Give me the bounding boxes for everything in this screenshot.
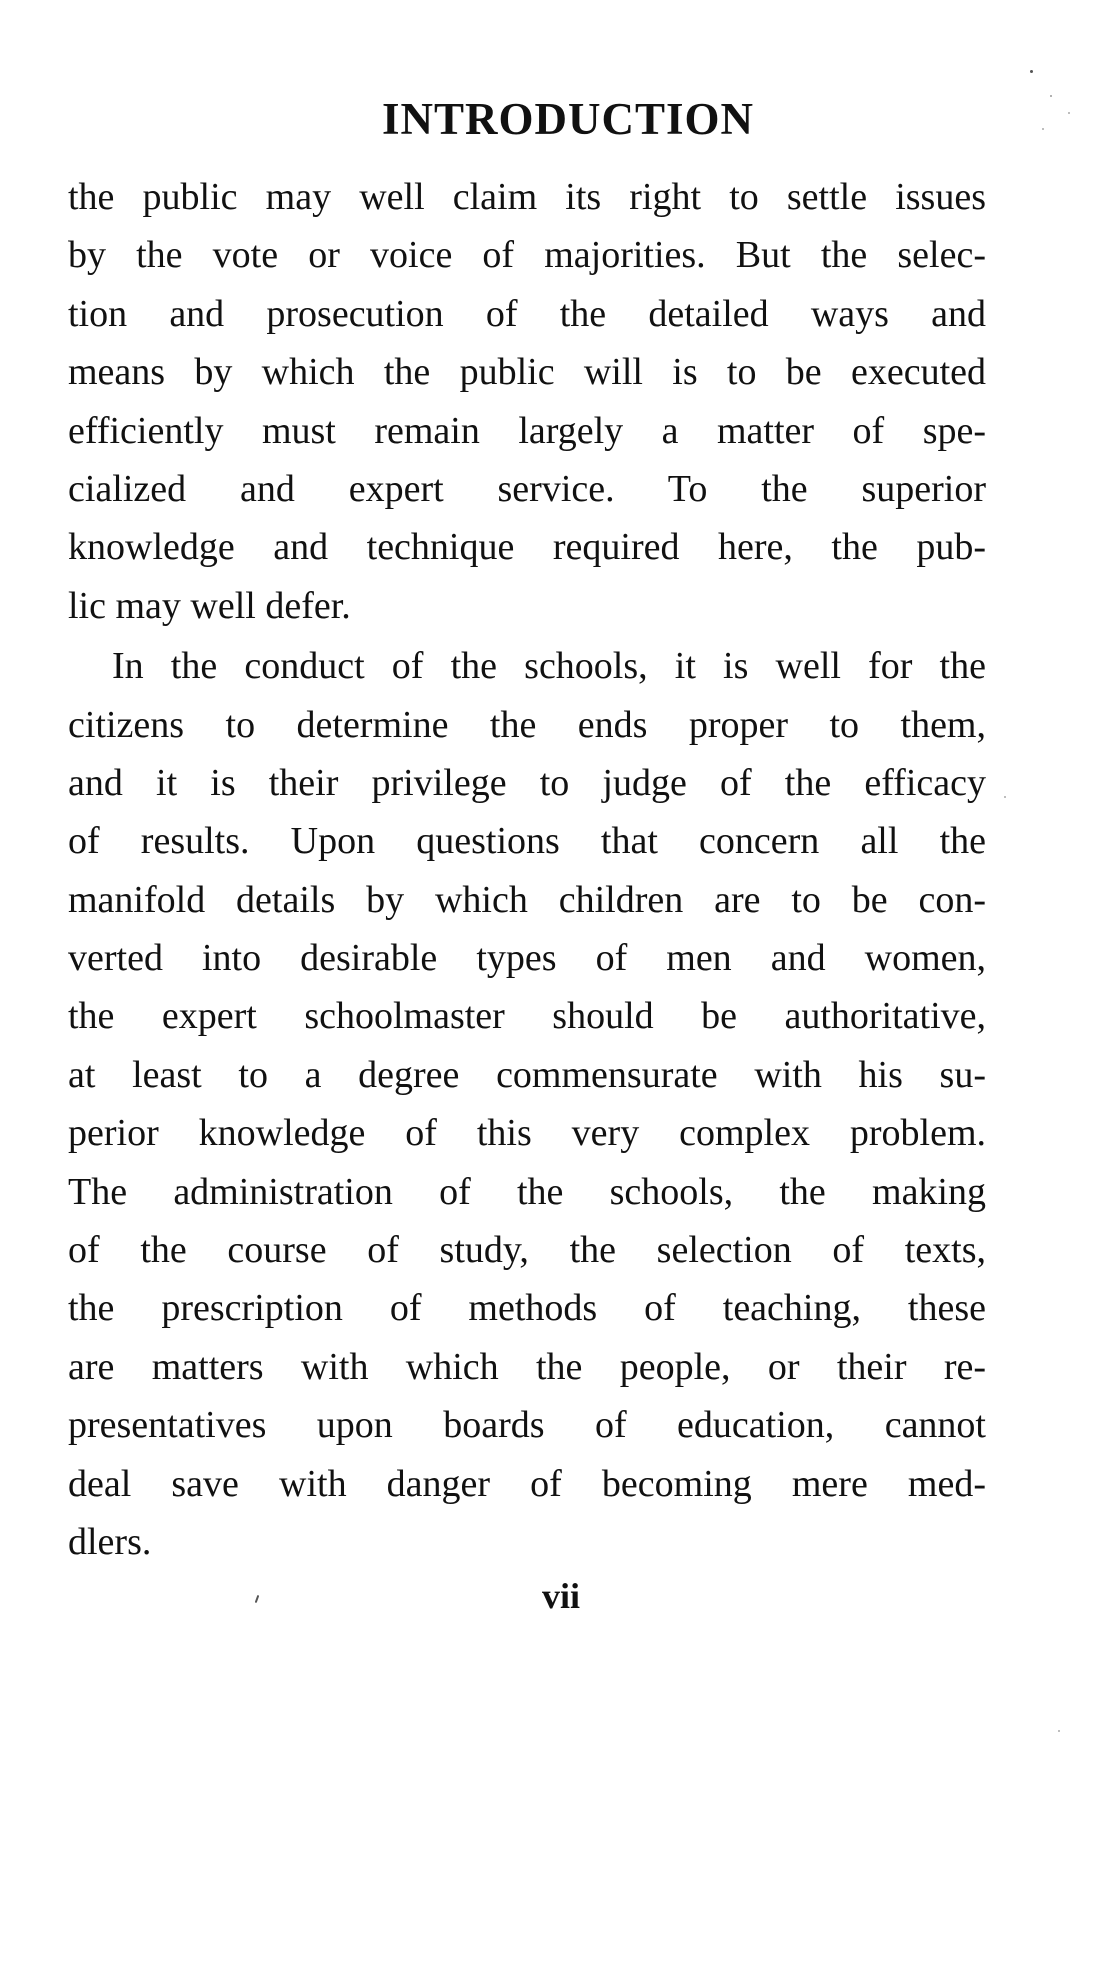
- text-line: by the vote or voice of majorities. But the selec-: [68, 234, 986, 277]
- paper-speck: [1030, 70, 1033, 73]
- text-line: at least to a degree commensurate with his su-: [68, 1053, 986, 1096]
- body-text: [68, 168, 986, 1571]
- text-line: citizens to determine the ends proper to them,: [68, 703, 986, 746]
- text-line: means by which the public will is to be executed: [68, 351, 986, 394]
- text-line: of the course of study, the selection of texts,: [68, 1229, 986, 1272]
- text-line: manifold details by which children are to be con-: [68, 878, 986, 921]
- text-line: the public may well claim its right to settle issues: [68, 176, 986, 218]
- text-line: cialized and expert service. To the superior: [68, 467, 986, 510]
- paper-speck: [1004, 796, 1006, 798]
- text-line: lic may well defer.: [68, 584, 351, 627]
- running-head: INTRODUCTION: [381, 94, 755, 144]
- paper-speck: [1068, 112, 1070, 114]
- text-line: tion and prosecution of the detailed ways and: [68, 292, 986, 335]
- paper-speck: [1058, 1730, 1060, 1732]
- text-line: deal save with danger of becoming mere med-: [68, 1462, 986, 1505]
- text-line: The administration of the schools, the making: [68, 1170, 986, 1213]
- text-line: of results. Upon questions that concern all the: [68, 820, 986, 863]
- page-number: vii: [541, 1576, 580, 1616]
- text-line: the expert schoolmaster should be authoritative,: [68, 995, 986, 1038]
- paper-speck: [1042, 128, 1044, 130]
- text-line: perior knowledge of this very complex problem.: [68, 1112, 986, 1155]
- text-line: presentatives upon boards of education, cannot: [68, 1404, 986, 1447]
- paper-speck: [1050, 95, 1052, 97]
- text-line: knowledge and technique required here, the pub-: [68, 526, 986, 569]
- paragraph-1: [68, 168, 986, 635]
- text-line: dlers.: [68, 1520, 152, 1563]
- paragraph-2: [68, 637, 986, 1571]
- text-line: efficiently must remain largely a matter of spe-: [68, 409, 986, 452]
- text-line: and it is their privilege to judge of the efficacy: [68, 761, 986, 804]
- text-line: In the conduct of the schools, it is well for the: [112, 645, 986, 688]
- text-line: are matters with which the people, or their re-: [68, 1345, 986, 1388]
- text-line: the prescription of methods of teaching, these: [68, 1287, 986, 1330]
- text-line: verted into desirable types of men and women,: [68, 937, 986, 980]
